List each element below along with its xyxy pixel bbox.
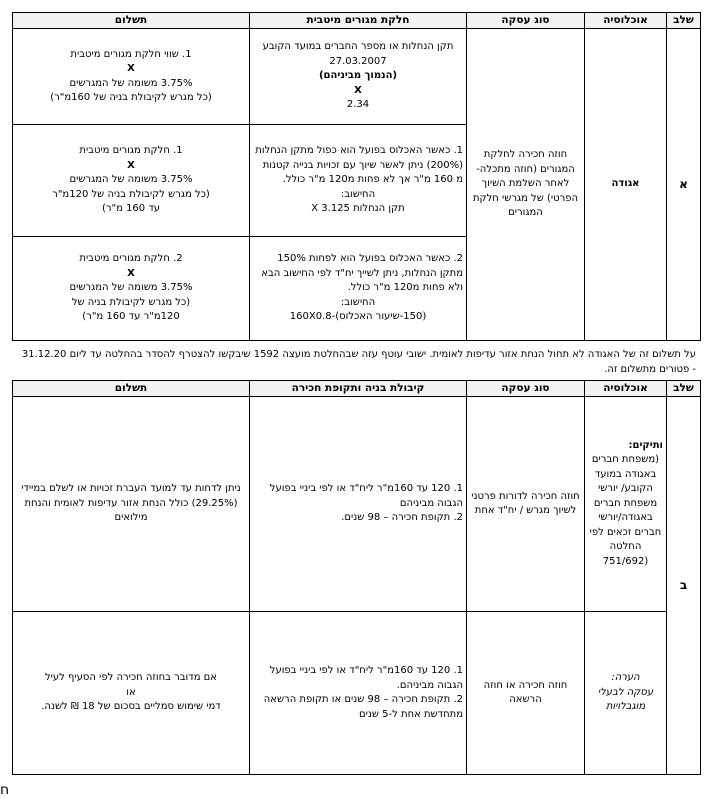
capacity-cell	[250, 397, 467, 612]
capacity-line: תקופת חכירה – 98 שנים או תקופת הרשאה מתחדשת אחת ל-5 שנים	[263, 694, 463, 720]
stage-a-table	[12, 12, 701, 341]
page-corner-glyph: ח	[0, 782, 10, 798]
list-number: 1.	[182, 48, 192, 60]
list-number: 2.	[453, 512, 463, 524]
header-share: חלקת מגורים מיטבית	[250, 13, 467, 29]
deal-type-cell: חוזה חכירה לחלקת המגורים (חוזה מתכלה- לאחר השלמת השיוך הפרטי) של מגרשי חלקת המגורים	[467, 29, 585, 341]
payment-line: שווי חלקת מגורים מיטבית	[70, 48, 179, 60]
header-population: אוכלוסיה	[585, 381, 667, 397]
list-number: 2.	[453, 253, 463, 265]
share-line: החישוב:	[340, 188, 376, 200]
payment-line: 3.75% משומה של המגרשים	[69, 174, 193, 186]
payment-cell	[13, 612, 250, 775]
payment-line: אם מדובר בחוזה חכירה לפי הסעיף לעיל	[44, 672, 217, 684]
capacity-line: תקופת חכירה – 98 שנים.	[341, 512, 451, 524]
payment-cell	[13, 125, 250, 237]
table-row	[13, 397, 701, 612]
payment-line: או	[126, 686, 136, 698]
payment-line: חלקת מגורים מיטבית	[79, 145, 170, 157]
capacity-line: 120 עד 160מ"ר ליח"ד או לפי ביניי בפועל הגבוה מביניהם	[269, 483, 463, 509]
share-cell	[250, 237, 467, 341]
header-stage: שלב	[667, 381, 701, 397]
share-line: תקן הנחלות X 3.125	[311, 203, 405, 215]
population-text: עסקה לבעלי מוגבלויות	[597, 686, 654, 713]
share-cell	[250, 125, 467, 237]
table-row	[13, 612, 701, 775]
payment-line: עד 160 מ"ר)	[101, 203, 161, 215]
payment-line: (כל מגרש לקיבולת בניה של 120מ"ר	[52, 188, 210, 200]
payment-line: חלקת מגורים מיטבית	[79, 253, 170, 265]
deal-type-cell: חוזה חכירה לדורות פרטני לשיוך מגרש / יח"ד אחת	[467, 397, 585, 612]
stage-cell: ב	[667, 397, 701, 775]
header-stage: שלב	[667, 13, 701, 29]
table-row	[13, 29, 701, 125]
list-number: 1.	[453, 665, 463, 677]
population-cell	[585, 612, 667, 775]
header-capacity: קיבולת בניה ותקופת חכירה	[250, 381, 467, 397]
population-text: (משפחת חברים באגודה במועד הקובע/ יורשי משפחת חברים באגודה/יורשי חברים זכאים לפי החלטה (751/692	[589, 454, 662, 567]
payment-line: X	[127, 267, 135, 279]
payment-line: X	[127, 63, 135, 75]
header-deal-type: סוג עסקה	[467, 13, 585, 29]
header-population: אוכלוסיה	[585, 13, 667, 29]
population-cell	[585, 397, 667, 612]
payment-line: דמי שימוש סמליים בסכום של 18 ₪ לשנה.	[41, 701, 221, 713]
payment-line: 3.75% משומה של המגרשים	[69, 282, 193, 294]
population-title: הערה:	[611, 672, 640, 684]
share-line: (הנמוך מביניהם)	[318, 70, 398, 82]
stage-b-table	[12, 380, 701, 775]
payment-cell: ניתן לדחות עד למועד העברת זכויות או לשלם במיידי (29.25%) כולל הנחת אזור עדיפות לאומית והנחת מילואים	[13, 397, 250, 612]
share-line: תקן הנחלות או מספר החברים במועד הקובע 27.03.2007	[262, 41, 454, 67]
share-cell	[250, 29, 467, 125]
payment-line: (כל מגרש לקיבולת בניה של 160מ"ר)	[50, 92, 212, 104]
share-line: החישוב:	[340, 296, 376, 308]
list-number: 1.	[173, 145, 183, 157]
population-title: ותיקים:	[628, 439, 663, 451]
population-cell: אגודה	[585, 29, 667, 341]
capacity-line: 120 עד 160מ"ר ליח"ד או לפי ביניי בפועל הגבוה מביניהם.	[269, 665, 463, 691]
exemption-note: על תשלום זה של האגודה לא תחול הנחת אזור עדיפות לאומית. ישובי עוטף עזה שבהחלטת מועצה 1592 שיבקשו להצטרף להסדר בהחלטה עד ליום 31.12.20 - פטורים מתשלום זה.	[21, 349, 696, 375]
table-header-row	[13, 13, 701, 29]
capacity-cell	[250, 612, 467, 775]
payment-line: X	[127, 159, 135, 171]
list-number: 1.	[453, 483, 463, 495]
payment-cell	[13, 237, 250, 341]
header-payment: תשלום	[13, 381, 250, 397]
stage-cell: א	[667, 29, 701, 341]
list-number: 2.	[173, 253, 183, 265]
header-deal-type: סוג עסקה	[467, 381, 585, 397]
payment-line: 120מ"ר עד 160 מ"ר)	[82, 311, 180, 323]
payment-line: 3.75% משומה של המגרשים	[69, 77, 193, 89]
header-payment: תשלום	[13, 13, 250, 29]
share-line: כאשר האכלוס בפועל הוא לפחות 150% מתקן הנחלות, ניתן לשייך יח"ד לפי החישוב הבא ולא פחות מ120 מ"ר כולל.	[261, 253, 463, 294]
payment-cell	[13, 29, 250, 125]
share-line: (150-שיעור האכלוס)-160X0.8	[289, 311, 427, 323]
list-number: 2.	[453, 694, 463, 706]
payment-line: (כל מגרש לקיבולת בניה של	[71, 296, 191, 308]
share-line: X	[354, 84, 362, 96]
share-line: 2.34	[346, 99, 370, 111]
deal-type-cell: חוזה חכירה או חוזה הרשאה	[467, 612, 585, 775]
share-line: כאשר האכלוס בפועל הוא כפול מתקן הנחלות (200%) ניתן לאשר שיוך עם זכויות בנייה קטנות מ 160 מ"ר אך לא פחות מ120 מ"ר כולל.	[255, 145, 463, 186]
list-number: 1.	[453, 145, 463, 157]
table-header-row	[13, 381, 701, 397]
